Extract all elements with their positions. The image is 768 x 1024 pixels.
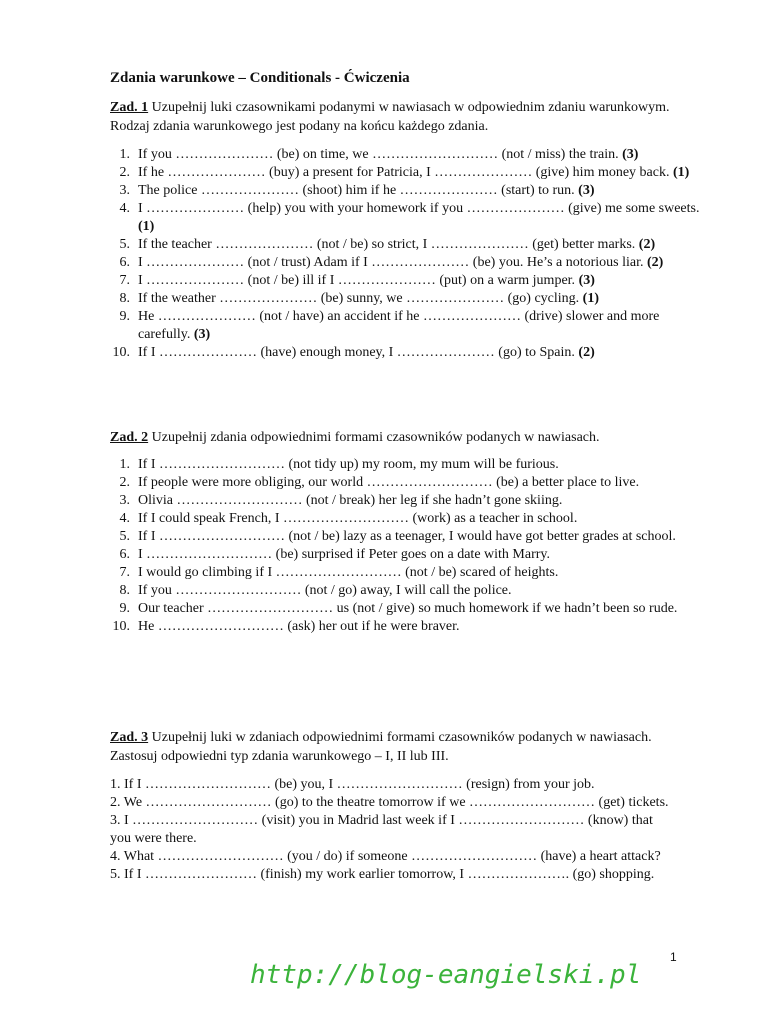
- item-text: If you ………………… (be) on time, we ……………………… (not / miss) the train.: [138, 147, 619, 162]
- exercise-item: [110, 546, 700, 564]
- exercise-item: [110, 272, 700, 290]
- page-number: 1: [670, 950, 677, 964]
- item-number: 5.: [119, 529, 130, 544]
- exercise-item: [110, 236, 700, 254]
- exercise-item: [110, 344, 700, 362]
- item-text: Our teacher ……………………… us (not / give) so much homework if we hadn’t been so rude.: [138, 601, 678, 616]
- item-number: 9.: [119, 309, 130, 324]
- item-text: He ……………………… (ask) her out if he were braver.: [138, 619, 460, 634]
- item-text: If the weather ………………… (be) sunny, we ………………… (go) cycling.: [138, 291, 580, 306]
- zad2-heading: [110, 428, 670, 447]
- zad3-list: [110, 776, 670, 884]
- conditional-type: (3): [578, 183, 595, 198]
- item-text: I ……………………… (be) surprised if Peter goes on a date with Marry.: [138, 547, 551, 562]
- zad1-heading: [110, 98, 670, 136]
- conditional-type: (1): [582, 291, 599, 306]
- zad3-instruction: Uzupełnij luki w zdaniach odpowiednimi formami czasowników podanych w nawiasach. Zastosuj odpowiedni typ zdania warunkowego – I, II lub III.: [110, 730, 652, 764]
- zad2-list: [110, 456, 700, 636]
- item-number: 1.: [119, 457, 130, 472]
- item-number: 4.: [119, 201, 130, 216]
- conditional-type: (1): [138, 219, 155, 234]
- document-title: Zdania warunkowe – Conditionals - Ćwiczenia: [110, 70, 410, 86]
- conditional-type: (2): [647, 255, 664, 270]
- exercise-item: [110, 600, 700, 618]
- item-text: If the teacher ………………… (not / be) so strict, I ………………… (get) better marks.: [138, 237, 636, 252]
- item-text: If I could speak French, I ……………………… (work) as a teacher in school.: [138, 511, 578, 526]
- exercise-item: 3. I ……………………… (visit) you in Madrid last week if I ……………………… (know) that you were there.: [110, 813, 653, 846]
- zad1-list: [110, 146, 700, 362]
- item-number: 7.: [119, 565, 130, 580]
- exercise-item: [110, 200, 700, 236]
- item-number: 10.: [112, 345, 130, 360]
- zad2-instruction: Uzupełnij zdania odpowiednimi formami czasowników podanych w nawiasach.: [151, 430, 600, 445]
- exercise-item: [110, 146, 700, 164]
- item-text: If people were more obliging, our world ……………………… (be) a better place to live.: [138, 475, 640, 490]
- conditional-type: (3): [578, 273, 595, 288]
- conditional-type: (3): [622, 147, 639, 162]
- zad3-label: Zad. 3: [110, 730, 149, 745]
- conditional-type: (3): [193, 327, 211, 342]
- conditional-type: (2): [638, 237, 656, 252]
- item-number: 1.: [119, 147, 130, 162]
- item-number: 2.: [119, 475, 130, 490]
- zad1-label: Zad. 1: [110, 100, 149, 115]
- item-text: If I ……………………… (not / be) lazy as a teenager, I would have got better grades at school.: [138, 529, 676, 544]
- zad2-label: Zad. 2: [110, 430, 149, 445]
- exercise-item: [110, 564, 700, 582]
- exercise-item: [110, 164, 700, 182]
- item-text: If I ……………………… (not tidy up) my room, my mum will be furious.: [138, 457, 559, 472]
- zad3-heading: [110, 728, 670, 766]
- item-number: 5.: [119, 237, 130, 252]
- exercise-item: [110, 182, 700, 200]
- exercise-item: 4. What ……………………… (you / do) if someone ……………………… (have) a heart attack?: [110, 849, 661, 864]
- exercise-item: [110, 308, 700, 344]
- exercise-item: [110, 254, 700, 272]
- conditional-type: (1): [673, 165, 690, 180]
- exercise-item: [110, 492, 700, 510]
- exercise-item: [110, 618, 700, 636]
- item-number: 7.: [119, 273, 130, 288]
- item-number: 2.: [119, 165, 130, 180]
- item-number: 3.: [119, 493, 130, 508]
- item-number: 6.: [119, 255, 130, 270]
- item-text: I ………………… (not / be) ill if I ………………… (put) on a warm jumper.: [138, 273, 576, 288]
- zad1-instruction: Uzupełnij luki czasownikami podanymi w nawiasach w odpowiednim zdaniu warunkowym. Rodzaj zdania warunkowego jest podany na końcu każdego zdania.: [110, 100, 670, 134]
- exercise-item: [110, 456, 700, 474]
- item-number: 8.: [119, 291, 130, 306]
- item-text: Olivia ……………………… (not / break) her leg if she hadn’t gone skiing.: [138, 493, 563, 508]
- item-text: I ………………… (not / trust) Adam if I ………………… (be) you. He’s a notorious liar.: [138, 255, 644, 270]
- exercise-item: 1. If I ……………………… (be) you, I ……………………… (resign) from your job.: [110, 777, 595, 792]
- exercise-item: [110, 510, 700, 528]
- item-number: 6.: [119, 547, 130, 562]
- item-text: I ………………… (help) you with your homework if you ………………… (give) me some sweets.: [138, 201, 700, 216]
- item-text: I would go climbing if I ……………………… (not / be) scared of heights.: [138, 565, 559, 580]
- exercise-item: [110, 290, 700, 308]
- item-text: He ………………… (not / have) an accident if he ………………… (drive) slower and more carefully.: [138, 309, 660, 342]
- item-number: 10.: [112, 619, 130, 634]
- footer-url: http://blog-eangielski.pl: [250, 960, 642, 990]
- item-number: 8.: [119, 583, 130, 598]
- exercise-item: [110, 528, 700, 546]
- exercise-item: [110, 582, 700, 600]
- item-number: 9.: [119, 601, 130, 616]
- item-number: 3.: [119, 183, 130, 198]
- exercise-item: 5. If I …………………… (finish) my work earlier tomorrow, I …………………. (go) shopping.: [110, 867, 655, 882]
- item-text: If you ……………………… (not / go) away, I will call the police.: [138, 583, 512, 598]
- item-text: If I ………………… (have) enough money, I ………………… (go) to Spain.: [138, 345, 575, 360]
- item-number: 4.: [119, 511, 130, 526]
- conditional-type: (2): [578, 345, 595, 360]
- item-text: The police ………………… (shoot) him if he ………………… (start) to run.: [138, 183, 575, 198]
- item-text: If he ………………… (buy) a present for Patricia, I ………………… (give) him money back.: [138, 165, 670, 180]
- exercise-item: [110, 474, 700, 492]
- exercise-item: 2. We ……………………… (go) to the theatre tomorrow if we ……………………… (get) tickets.: [110, 795, 669, 810]
